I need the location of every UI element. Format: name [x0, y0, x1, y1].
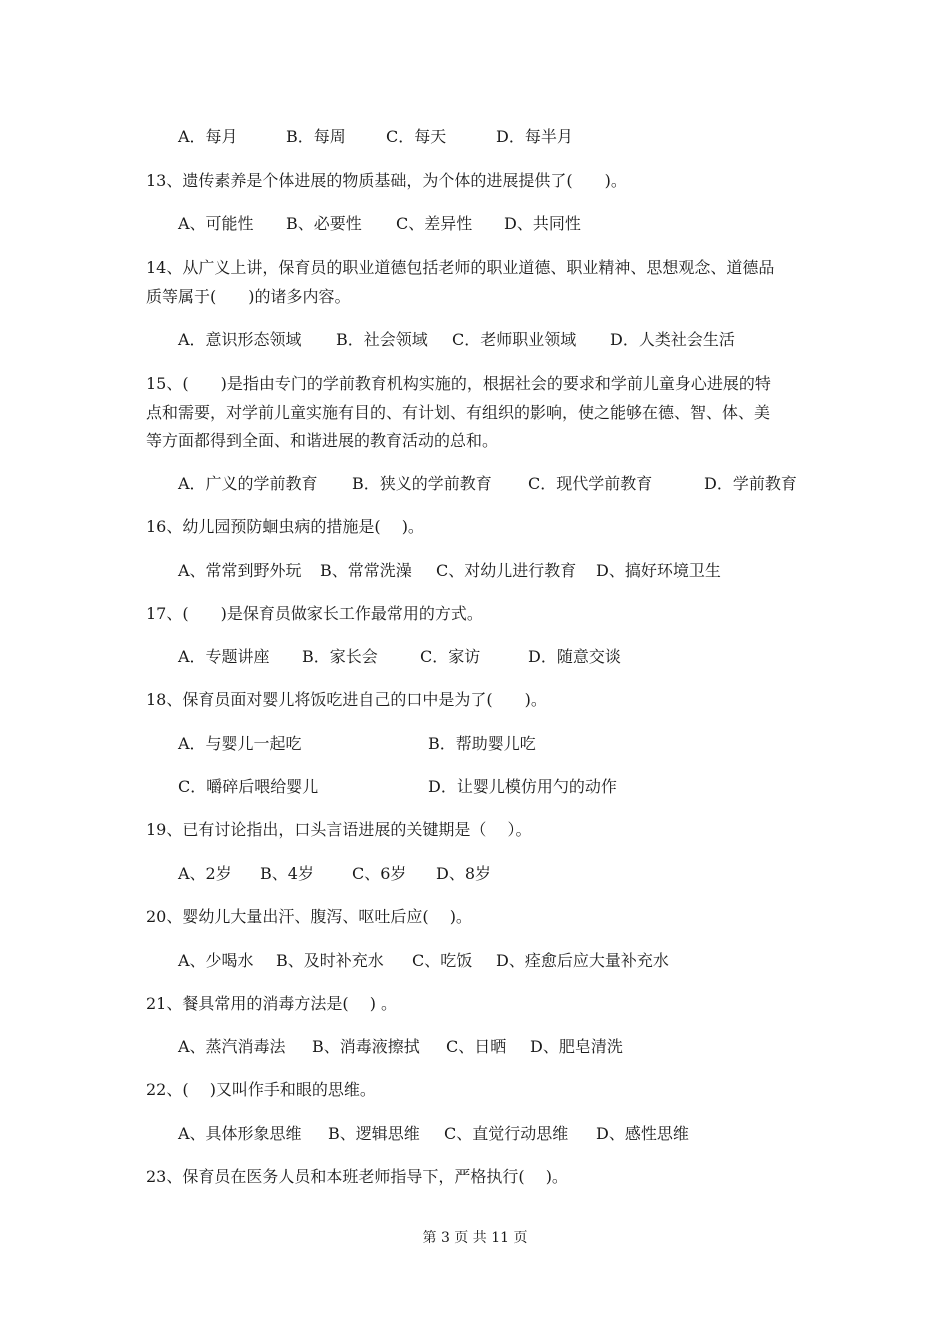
q22-option-a: A、具体形象思维	[178, 1124, 302, 1143]
q19-question: 19、已有讨论指出，口头言语进展的关键期是（ ）。	[146, 820, 532, 839]
q20-option-c: C、吃饭	[412, 951, 473, 970]
q19-option-b: B、4岁	[260, 864, 314, 883]
q14-option-a: A．意识形态领域	[178, 330, 302, 349]
q22-option-d: D、感性思维	[596, 1124, 689, 1143]
q15-question-line-3: 等方面都得到全面、和谐进展的教育活动的总和。	[146, 431, 499, 450]
q14-option-b: B．社会领域	[336, 330, 428, 349]
q14-option-d: D．人类社会生活	[610, 330, 735, 349]
q13-question: 13、遗传素养是个体进展的物质基础，为个体的进展提供了( )。	[146, 171, 627, 190]
page-footer: 第 3 页 共 11 页	[422, 1230, 528, 1246]
q16-option-b: B、常常洗澡	[320, 561, 412, 580]
q19-option-a: A、2岁	[178, 864, 232, 883]
q20-question: 20、婴幼儿大量出汗、腹泻、呕吐后应( )。	[146, 907, 472, 926]
q16-option-a: A、常常到野外玩	[178, 561, 302, 580]
q21-option-d: D、肥皂清洗	[530, 1037, 623, 1056]
q19-option-d: D、8岁	[436, 864, 492, 883]
q23-question: 23、保育员在医务人员和本班老师指导下，严格执行( )。	[146, 1167, 568, 1186]
q18-question: 18、保育员面对婴儿将饭吃进自己的口中是为了( )。	[146, 690, 547, 709]
q21-option-c: C、日晒	[446, 1037, 507, 1056]
q17-option-c: C．家访	[420, 647, 481, 666]
q15-option-b: B．狭义的学前教育	[352, 474, 492, 493]
q12-option-a: A．每月	[178, 127, 238, 146]
q20-option-d: D、痊愈后应大量补充水	[496, 951, 669, 970]
q21-option-a: A、蒸汽消毒法	[178, 1037, 286, 1056]
q17-option-b: B．家长会	[302, 647, 378, 666]
q13-option-c: C、差异性	[396, 214, 473, 233]
q14-option-c: C．老师职业领域	[452, 330, 577, 349]
q15-option-c: C．现代学前教育	[528, 474, 653, 493]
q12-option-b: B．每周	[286, 127, 346, 146]
q16-option-d: D、搞好环境卫生	[596, 561, 721, 580]
q19-option-c: C、6岁	[352, 864, 407, 883]
q22-option-c: C、直觉行动思维	[444, 1124, 569, 1143]
q22-option-b: B、逻辑思维	[328, 1124, 420, 1143]
q13-option-b: B、必要性	[286, 214, 362, 233]
q15-question-line-1: 15、( )是指由专门的学前教育机构实施的，根据社会的要求和学前儿童身心进展的特	[146, 374, 771, 393]
q12-option-d: D．每半月	[496, 127, 573, 146]
q15-question-line-2: 点和需要，对学前儿童实施有目的、有计划、有组织的影响，使之能够在德、智、体、美	[146, 403, 771, 422]
q18-option-b: B．帮助婴儿吃	[428, 734, 536, 753]
q18-option-a: A．与婴儿一起吃	[178, 734, 302, 753]
q15-option-a: A．广义的学前教育	[178, 474, 318, 493]
q16-option-c: C、对幼儿进行教育	[436, 561, 577, 580]
q21-question: 21、餐具常用的消毒方法是( ) 。	[146, 994, 398, 1013]
q13-option-d: D、共同性	[504, 214, 581, 233]
q21-option-b: B、消毒液擦拭	[312, 1037, 420, 1056]
q17-option-a: A．专题讲座	[178, 647, 270, 666]
q14-question-line-1: 14、从广义上讲，保育员的职业道德包括老师的职业道德、职业精神、思想观念、道德品	[146, 258, 775, 277]
q18-option-d: D．让婴儿模仿用勺的动作	[428, 777, 617, 796]
q15-option-d: D．学前教育	[704, 474, 797, 493]
q13-option-a: A、可能性	[178, 214, 254, 233]
q16-question: 16、幼儿园预防蛔虫病的措施是( )。	[146, 517, 424, 536]
q20-option-a: A、少喝水	[178, 951, 254, 970]
q20-option-b: B、及时补充水	[276, 951, 384, 970]
q18-option-c: C．嚼碎后喂给婴儿	[178, 777, 319, 796]
q22-question: 22、( )又叫作手和眼的思维。	[146, 1080, 376, 1099]
q14-question-line-2: 质等属于( )的诸多内容。	[146, 287, 351, 306]
q17-option-d: D．随意交谈	[528, 647, 621, 666]
q17-question: 17、( )是保育员做家长工作最常用的方式。	[146, 604, 483, 623]
q12-option-c: C．每天	[386, 127, 447, 146]
